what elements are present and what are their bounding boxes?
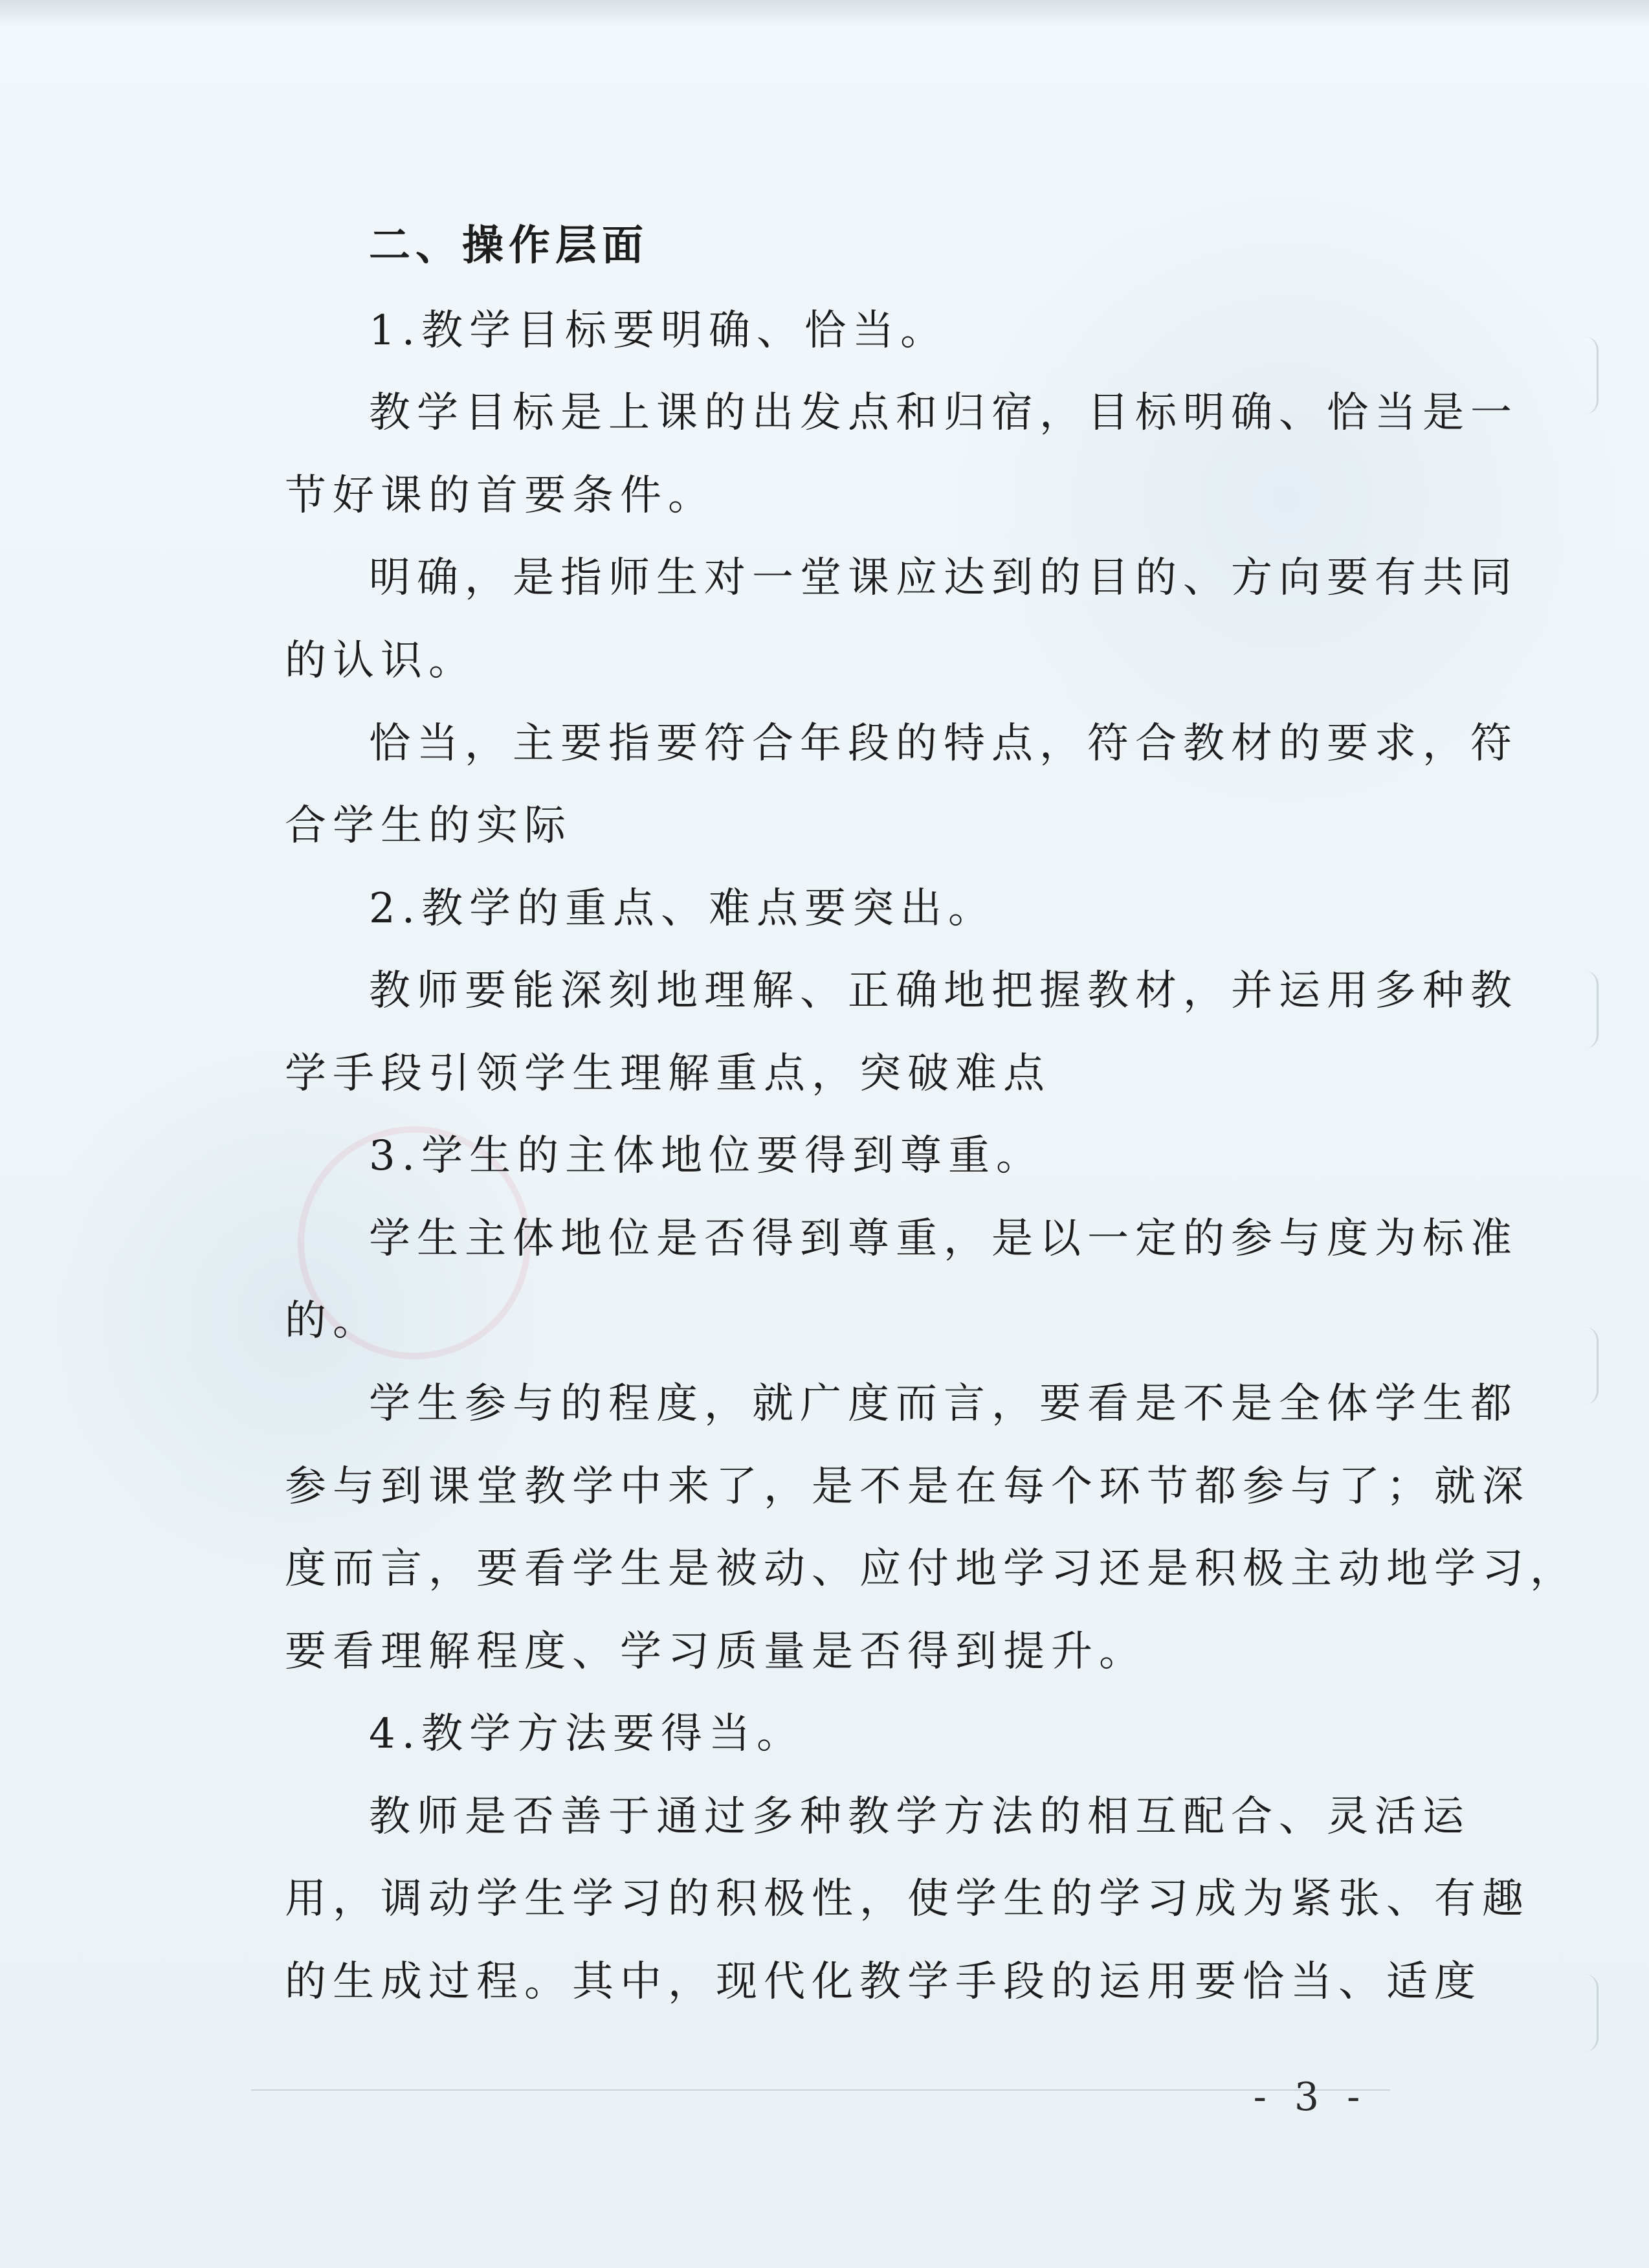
paragraph-line: 节好课的首要条件。 <box>285 472 716 520</box>
paragraph-line: 学生参与的程度，就广度而言，要看是不是全体学生都 <box>369 1380 1518 1428</box>
paragraph-line: 学生主体地位是否得到尊重，是以一定的参与度为标准 <box>369 1215 1518 1263</box>
paragraph-line: 的认识。 <box>285 637 476 685</box>
section-heading: 二、操作层面 <box>369 222 648 270</box>
page-number: - 3 - <box>1253 2074 1368 2120</box>
paragraph-line: 度而言，要看学生是被动、应付地学习还是积极主动地学习， <box>285 1545 1578 1593</box>
paragraph-line: 教师是否善于通过多种教学方法的相互配合、灵活运 <box>369 1793 1470 1841</box>
paragraph-line: 的。 <box>285 1297 381 1345</box>
paragraph-line: 学手段引领学生理解重点，突破难点 <box>285 1050 1051 1098</box>
subheading-2: 2.教学的重点、难点要突出。 <box>369 885 997 933</box>
paragraph-line: 用，调动学生学习的积极性，使学生的学习成为紧张、有趣 <box>285 1875 1530 1923</box>
subheading-4: 4.教学方法要得当。 <box>369 1710 805 1758</box>
paragraph-line: 恰当，主要指要符合年段的特点，符合教材的要求，符 <box>369 720 1518 768</box>
paragraph-line: 参与到课堂教学中来了，是不是在每个环节都参与了；就深 <box>285 1463 1530 1511</box>
footer-divider <box>251 2089 1390 2091</box>
paragraph-line: 要看理解程度、学习质量是否得到提升。 <box>285 1628 1147 1676</box>
subheading-3: 3.学生的主体地位要得到尊重。 <box>369 1132 1045 1180</box>
paragraph-line: 的生成过程。其中，现代化教学手段的运用要恰当、适度 <box>285 1958 1482 2006</box>
paragraph-line: 教师要能深刻地理解、正确地把握教材，并运用多种教 <box>369 967 1518 1015</box>
paragraph-line: 教学目标是上课的出发点和归宿，目标明确、恰当是一 <box>369 389 1518 437</box>
paragraph-line: 明确，是指师生对一堂课应达到的目的、方向要有共同 <box>369 554 1518 602</box>
subheading-1: 1.教学目标要明确、恰当。 <box>369 307 949 355</box>
paragraph-line: 合学生的实际 <box>285 802 572 850</box>
